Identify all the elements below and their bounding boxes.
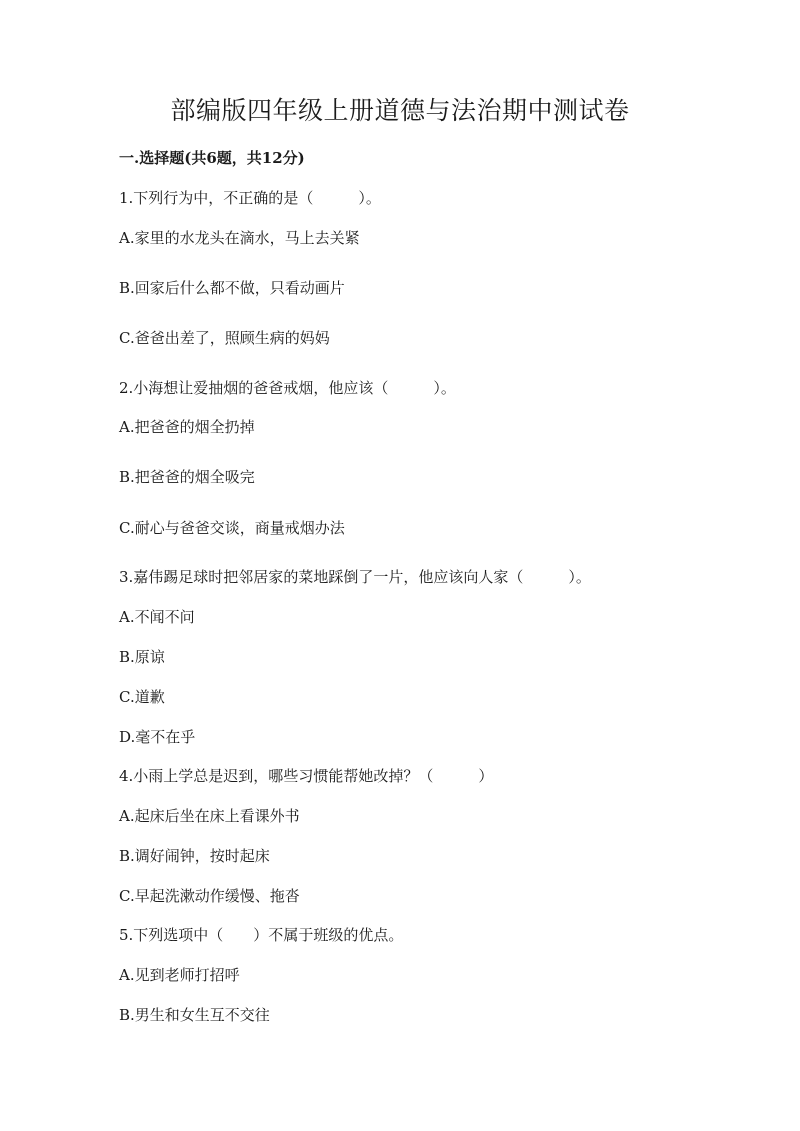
answer-option: B.把爸爸的烟全吸完 (119, 468, 255, 486)
answer-option: C.道歉 (119, 688, 165, 706)
question-stem: 4.小雨上学总是迟到，哪些习惯能帮她改掉？（ ） (119, 767, 494, 785)
question-stem: 5.下列选项中（ ）不属于班级的优点。 (119, 926, 404, 944)
question-stem: 3.嘉伟踢足球时把邻居家的菜地踩倒了一片，他应该向人家（ ）。 (119, 568, 591, 586)
answer-option: D.毫不在乎 (119, 728, 196, 746)
answer-option: A.家里的水龙头在滴水，马上去关紧 (119, 229, 360, 247)
answer-option: A.见到老师打招呼 (119, 966, 240, 984)
answer-option: A.把爸爸的烟全扔掉 (119, 418, 255, 436)
answer-option: C.早起洗漱动作缓慢、拖沓 (119, 887, 300, 905)
answer-option: C.爸爸出差了，照顾生病的妈妈 (119, 329, 330, 347)
section-heading: 一.选择题(共6题，共12分) (119, 149, 305, 167)
question-stem: 1.下列行为中，不正确的是（ ）。 (119, 189, 381, 207)
answer-option: A.不闻不问 (119, 608, 195, 626)
answer-option: A.起床后坐在床上看课外书 (119, 807, 300, 825)
answer-option: B.原谅 (119, 648, 165, 666)
answer-option: B.调好闹钟，按时起床 (119, 847, 270, 865)
answer-option: B.回家后什么都不做，只看动画片 (119, 279, 345, 297)
answer-option: C.耐心与爸爸交谈，商量戒烟办法 (119, 519, 345, 537)
question-stem: 2.小海想让爱抽烟的爸爸戒烟，他应该（ ）。 (119, 379, 456, 397)
page-title: 部编版四年级上册道德与法治期中测试卷 (170, 96, 630, 125)
answer-option: B.男生和女生互不交往 (119, 1006, 270, 1024)
